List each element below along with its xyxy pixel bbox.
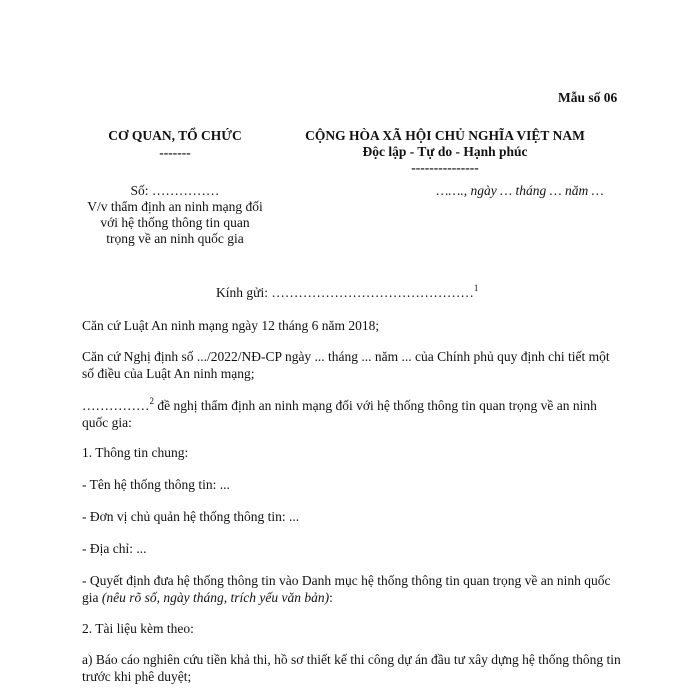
- address-line: - Địa chỉ: ...: [82, 541, 147, 556]
- date-line: ……., ngày … tháng … năm …: [436, 183, 604, 198]
- subject-line-2: với hệ thống thông tin quan: [100, 215, 250, 230]
- recipient-label: Kính gửi: ………………………………………: [216, 285, 474, 300]
- legal-basis-2: Căn cứ Nghị định số .../2022/NĐ-CP ngày ... tháng ... năm ... của Chính phủ quy định chi tiết một số điều của Luật An ninh mạng;: [82, 349, 610, 381]
- organization-name: CƠ QUAN, TỔ CHỨC: [108, 128, 242, 143]
- subject-line-3: trọng về an ninh quốc gia: [106, 231, 244, 246]
- section-2-title: 2. Tài liệu kèm theo:: [82, 621, 194, 636]
- requesting-org-placeholder: ……………: [82, 398, 150, 413]
- decision-end: :: [329, 590, 333, 605]
- section-1-title: 1. Thông tin chung:: [82, 445, 189, 460]
- legal-basis-1: Căn cứ Luật An ninh mạng ngày 12 tháng 6 năm 2018;: [82, 318, 380, 333]
- decision-text: - Quyết định đưa hệ thống thông tin vào Danh mục hệ thống thông tin quan trọng về an ninh quốc gia: [82, 573, 611, 605]
- attachment-a: a) Báo cáo nghiên cứu tiền khả thi, hồ sơ thiết kế thi công dự án đầu tư xây dựng hệ thống thông tin trước khi phê duyệt;: [82, 652, 621, 684]
- request-text: đề nghị thẩm định an ninh mạng đối với hệ thống thông tin quan trọng về an ninh quốc gia:: [82, 398, 597, 430]
- subject-line-1: V/v thẩm định an ninh mạng đối: [87, 199, 263, 214]
- system-name-line: - Tên hệ thống thông tin: ...: [82, 477, 230, 492]
- request-paragraph: [82, 397, 622, 431]
- recipient-line: [216, 285, 478, 301]
- organization-divider: -------: [159, 145, 191, 160]
- form-number: Mẫu số 06: [558, 90, 618, 105]
- decision-paragraph: [82, 572, 622, 606]
- motto-divider: ---------------: [411, 160, 479, 175]
- document-number: Số: ……………: [130, 183, 220, 198]
- owner-unit-line: - Đơn vị chủ quản hệ thống thông tin: ...: [82, 509, 300, 524]
- decision-note: (nêu rõ số, ngày tháng, trích yếu văn bản): [101, 590, 330, 605]
- national-motto: Độc lập - Tự do - Hạnh phúc: [362, 144, 528, 159]
- request-footnote: 2: [149, 396, 154, 406]
- country-name: CỘNG HÒA XÃ HỘI CHỦ NGHĨA VIỆT NAM: [305, 128, 585, 143]
- recipient-footnote: 1: [473, 283, 479, 293]
